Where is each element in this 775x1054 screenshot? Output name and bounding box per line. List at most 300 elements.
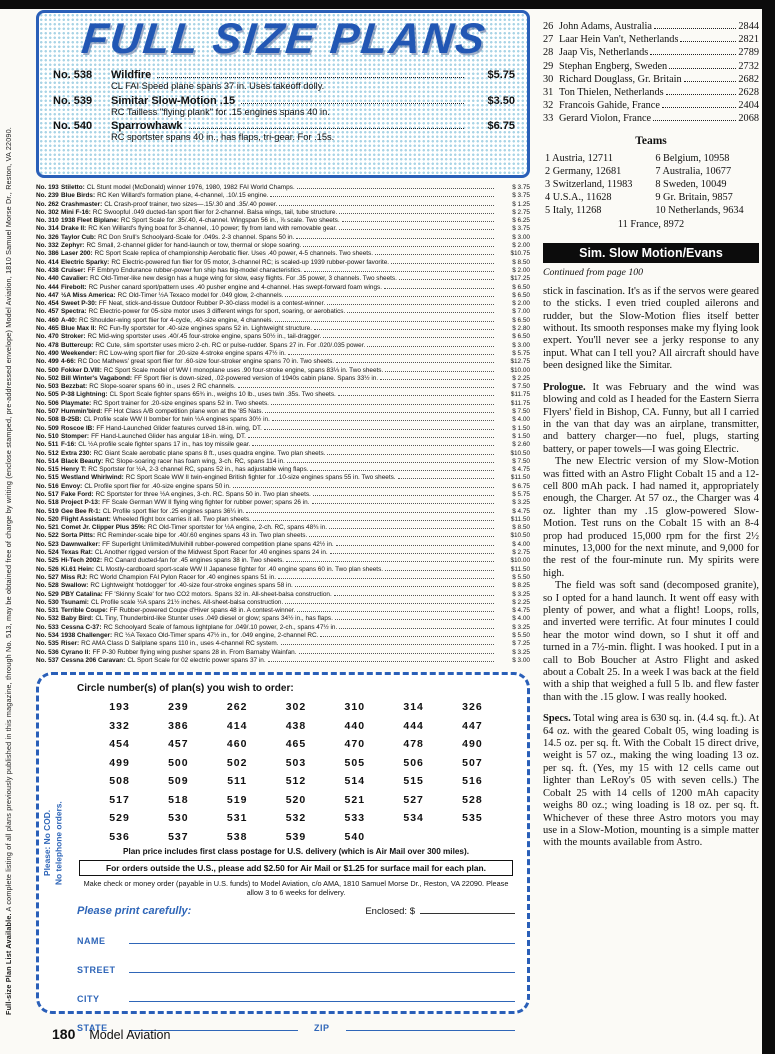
street-label: STREET <box>77 964 116 975</box>
plan-number: No. 505 <box>36 391 59 399</box>
article-column <box>543 20 759 850</box>
order-plan-number[interactable]: 438 <box>285 719 307 732</box>
result-name: Jaap Vis, Netherlands <box>559 47 649 59</box>
plan-description: FF Rubber-powered Coupe d'Hiver spans 48 in. A contest-winner. <box>109 607 296 615</box>
order-plan-number[interactable]: 535 <box>462 812 483 825</box>
order-plan-number[interactable]: 537 <box>168 830 189 843</box>
order-plan-number[interactable]: 447 <box>462 719 483 732</box>
plan-price: $11.75 <box>510 399 530 407</box>
plan-list-item <box>36 640 530 648</box>
order-plan-number[interactable]: 505 <box>344 756 366 769</box>
result-name: Ton Thielen, Netherlands <box>559 87 664 99</box>
plan-price: $ 5.75 <box>512 349 530 357</box>
plan-name: Spectra: <box>61 308 87 316</box>
zip-input-line[interactable] <box>346 1021 515 1031</box>
plan-description: RC Giant Scale aerobatic plane spans 8 ft., uses quadra engine. Two plan sheets. <box>93 449 326 457</box>
plan-price: $11.75 <box>510 391 530 399</box>
dotted-leader <box>238 387 494 388</box>
plan-list-item <box>36 201 530 209</box>
plan-name: ½A Miss America: <box>61 291 116 299</box>
plan-list-item <box>36 350 530 358</box>
plan-list-item <box>36 657 530 665</box>
plan-price: $ 4.75 <box>512 507 530 515</box>
order-plan-number[interactable]: 521 <box>344 793 366 806</box>
plan-number: No. 302 <box>36 208 59 216</box>
plan-description: RC Canard ducted-fan for .45 engines spans 38 in. Two sheets. <box>104 557 285 565</box>
plan-name: Fake Ford: <box>61 490 94 498</box>
dotted-leader <box>375 254 494 255</box>
plan-price: $10.50 <box>510 449 530 457</box>
order-plan-number[interactable]: 454 <box>109 738 130 751</box>
result-name: Laar Hein Van't, Netherlands <box>559 34 679 46</box>
result-score: 2068 <box>738 113 759 125</box>
dotted-leader <box>252 445 494 446</box>
order-plan-number[interactable]: 499 <box>109 756 130 769</box>
plan-name: Project P-13: <box>61 499 101 507</box>
plan-number: No. 447 <box>36 291 59 299</box>
plan-number: No. 310 <box>36 217 59 225</box>
plan-name: Firebolt: <box>61 283 87 291</box>
plan-list-item <box>36 308 530 316</box>
dotted-leader <box>287 462 494 463</box>
plan-name: Hi-Tech 2002: <box>61 557 103 565</box>
dotted-leader <box>299 653 495 654</box>
order-plan-number[interactable]: 457 <box>168 738 189 751</box>
order-plan-number[interactable]: 538 <box>226 830 248 843</box>
plan-number: No. 515 <box>36 466 59 474</box>
order-plan-number[interactable]: 478 <box>403 738 424 751</box>
plan-list-item <box>36 599 530 607</box>
plan-list-item <box>36 607 530 615</box>
dotted-leader <box>248 437 494 438</box>
plan-name: Hummin'bird: <box>61 408 103 416</box>
plan-number: No. 470 <box>36 333 59 341</box>
order-plan-number[interactable]: 520 <box>285 793 307 806</box>
plan-name: Blue Birds: <box>61 192 96 200</box>
order-plan-number[interactable]: 465 <box>285 738 307 751</box>
plan-price: $ 7.50 <box>512 457 530 465</box>
plan-name: Drake II: <box>61 225 87 233</box>
foreign-orders-note: For orders outside the U.S., please add $2.50 for Air Mail or $1.25 for surface mail for each plan. <box>79 860 513 876</box>
dotted-leader <box>327 454 494 455</box>
plan-number: No. 465 <box>36 325 59 333</box>
plan-price: $10.50 <box>510 532 530 540</box>
order-plan-number[interactable]: 332 <box>109 719 130 732</box>
result-name: Francois Gahide, France <box>559 100 660 112</box>
order-plan-number[interactable]: 515 <box>403 775 424 788</box>
order-plan-number[interactable]: 314 <box>403 701 424 714</box>
plan-price: $ 1.50 <box>512 432 530 440</box>
plan-price: $ 1.25 <box>512 200 530 208</box>
result-rank: 31 <box>543 87 554 99</box>
plan-description: RC Low-wing sport flier for .20-size 4-stroke engine spans 47½ in. <box>99 349 286 357</box>
dotted-leader <box>268 661 494 662</box>
plan-number: No. 526 <box>36 565 59 573</box>
order-plan-number[interactable]: 444 <box>403 719 424 732</box>
plan-number: No. 532 <box>36 615 59 623</box>
street-input-line[interactable] <box>129 963 515 973</box>
paragraph-lead: Specs. <box>543 713 571 725</box>
result-row <box>543 99 759 112</box>
plan-price: $12.75 <box>510 358 530 366</box>
plan-list-item <box>36 275 530 283</box>
dotted-leader <box>347 312 494 313</box>
order-plan-number[interactable]: 500 <box>168 756 189 769</box>
plan-price: $ 7.25 <box>512 640 530 648</box>
plan-list-item <box>36 425 530 433</box>
plan-description: FF Hand-Launched Glider features curved 18-in. wing, DT. <box>96 424 262 432</box>
plan-description: CL Tiny, Thunderbird-like Stunter uses .049 diesel or glow; spans 34½ in., has flaps. <box>95 615 333 623</box>
city-input-line[interactable] <box>129 992 515 1002</box>
plan-list-item <box>36 342 530 350</box>
plan-name: Miss RJ: <box>61 573 88 581</box>
order-plan-number[interactable]: 506 <box>403 756 424 769</box>
result-name: Stephan Engberg, Sweden <box>559 60 668 72</box>
order-plan-number[interactable]: 531 <box>226 812 248 825</box>
plan-name: Flight Assistant: <box>61 515 111 523</box>
plan-list-item <box>36 508 530 516</box>
plan-list-item <box>36 234 530 242</box>
plan-description: RC Old-Timer ½A Texaco model for .049 glow, 2-channels. <box>117 291 284 299</box>
teams-title: Teams <box>635 134 667 147</box>
plan-price: $ 5.50 <box>512 632 530 640</box>
teams-table <box>543 152 759 218</box>
plan-list-item <box>36 557 530 565</box>
plan-price: $ 6.50 <box>512 333 530 341</box>
dotted-leader <box>380 379 494 380</box>
order-plan-number[interactable]: 490 <box>462 738 483 751</box>
order-plan-number[interactable]: 511 <box>227 775 248 788</box>
dotted-leader <box>303 246 494 247</box>
result-score: 2844 <box>738 21 759 32</box>
name-field-row <box>77 934 515 946</box>
enclosed-amount-line[interactable] <box>420 904 515 914</box>
plan-price: $3.50 <box>487 94 515 107</box>
city-field-row <box>77 992 515 1004</box>
dotted-leader <box>323 337 494 338</box>
order-plan-number[interactable]: 386 <box>168 719 189 732</box>
order-plan-number[interactable]: 512 <box>285 775 307 788</box>
plan-number: No. 514 <box>36 457 59 465</box>
order-plan-number[interactable]: 460 <box>226 738 248 751</box>
order-plan-number[interactable]: 440 <box>344 719 366 732</box>
dotted-leader <box>314 329 494 330</box>
plan-name: Stiletto: <box>61 184 85 191</box>
order-plan-number[interactable]: 310 <box>344 701 366 714</box>
plan-list-item <box>36 649 530 657</box>
plan-description: RC World Champion FAI Pylon Racer for .40 engines spans 51 in. <box>89 573 277 581</box>
plan-number: No. 457 <box>36 308 59 316</box>
plan-price: $ 2.60 <box>512 441 530 449</box>
result-rank: 33 <box>543 113 554 125</box>
plan-price: $6.75 <box>487 120 515 133</box>
page-footer <box>52 1026 170 1042</box>
dotted-leader <box>233 487 494 488</box>
plan-list-item <box>36 524 530 532</box>
order-plan-number[interactable]: 517 <box>109 793 130 806</box>
dotted-leader <box>297 188 494 189</box>
page-number: 180 <box>52 1026 76 1042</box>
plan-description: CL Profile scale WW II bomber for twin ½A engines spans 30½ in. <box>83 416 270 424</box>
dotted-leader <box>684 81 737 82</box>
team-item: 3 Switzerland, 11983 <box>545 179 633 191</box>
plan-description: CL Sport Scale fighter spans 65¾ in., weighs 10 lb., uses twin .35s. Two sheets. <box>109 391 336 399</box>
plan-price: $ 6.75 <box>512 482 530 490</box>
plan-number: No. 490 <box>36 349 59 357</box>
plan-description: RC Sport Scale WW II twin-engined British fighter for .10-size engines spans 55 in. Two sheets. <box>125 474 396 482</box>
plan-price: $ 5.75 <box>512 490 530 498</box>
plan-name: Sparrowhawk <box>111 120 183 133</box>
plan-name: Cessna 206 Caravan: <box>61 656 126 664</box>
state-label: STATE <box>77 1022 108 1033</box>
plan-description: RC Reminder-scale bipe for .40/.60 engines spans 43 in. Two plan sheets. <box>97 532 308 540</box>
plan-name: B-25B: <box>61 416 82 424</box>
plan-name: Sweet P-30: <box>61 300 97 308</box>
dotted-leader <box>310 470 494 471</box>
order-plan-number[interactable]: 527 <box>403 793 424 806</box>
plan-price: $ 6.50 <box>512 291 530 299</box>
result-name: John Adams, Australia <box>559 21 652 32</box>
featured-plan-row <box>53 120 515 143</box>
plan-number: No. 517 <box>36 490 59 498</box>
plan-list-item <box>36 491 530 499</box>
plan-price: $ 4.00 <box>512 416 530 424</box>
result-rank: 26 <box>543 21 554 32</box>
order-plan-number[interactable]: 530 <box>168 812 189 825</box>
plan-description: Wheeled flight box carries it all. Two plan sheets. <box>112 515 251 523</box>
plan-description: FF Superlight Unlimited/Mulvihill rubber-powered competition plane spans 42½ in. <box>102 540 334 548</box>
plan-name: Laser 200: <box>61 250 93 258</box>
plan-number: No. 527 <box>36 573 59 581</box>
dotted-leader <box>384 288 494 289</box>
result-score: 2628 <box>738 87 759 99</box>
plan-price: $ 8.50 <box>512 258 530 266</box>
plan-name: Electric Sparky: <box>61 258 110 266</box>
dotted-leader <box>680 41 736 42</box>
result-rank: 28 <box>543 47 554 59</box>
plan-price: $ 2.80 <box>512 325 530 333</box>
dotted-leader <box>385 371 494 372</box>
zip-label: ZIP <box>314 1022 330 1033</box>
order-plan-number[interactable]: 532 <box>285 812 307 825</box>
plans-column <box>36 10 530 1033</box>
payment-note: Make check or money order (payable in U.S. funds) to Model Aviation, c/o AMA, 1810 Samuel Morse Dr., Reston, VA 22090. Please allow 3 to 6 weeks for delivery. <box>83 878 509 897</box>
plan-price: $ 3.00 <box>512 656 530 664</box>
plan-description: RC Slope-soaring racer has foam wing, 3-ch. RC, spans 114 in. <box>105 457 285 465</box>
plan-price: $ 2.75 <box>512 549 530 557</box>
plan-name: Taylor Cub: <box>61 233 97 241</box>
plan-price: $10.75 <box>510 250 530 258</box>
teams-last-entry: 11 France, 8972 <box>617 218 685 230</box>
plan-name: Extra 230: <box>61 449 92 457</box>
dotted-leader <box>312 503 495 504</box>
plan-number: No. 535 <box>36 640 59 648</box>
dotted-leader <box>246 512 494 513</box>
dotted-leader <box>264 429 494 430</box>
spine-note-rest: A complete listing of all plans previously published in this magazine, through No. 513, may be obtained free of charge by writing (enclose stamped, pre-addressed envelope) Model Aviation, 1810 Samuel Morse Dr., Reston, VA 22090. <box>4 126 13 914</box>
order-plan-number[interactable]: 414 <box>226 719 248 732</box>
order-plan-number[interactable]: 534 <box>403 812 424 825</box>
order-plan-number[interactable]: 507 <box>462 756 483 769</box>
plan-description: RC Sport trainer for .20-size engines spans 52 in. Two sheets. <box>93 399 269 407</box>
dotted-leader <box>327 304 494 305</box>
plan-number: No. 530 <box>36 598 59 606</box>
name-input-line[interactable] <box>129 934 515 944</box>
scan-edge-right <box>762 0 775 1054</box>
order-plan-number[interactable]: 518 <box>168 793 189 806</box>
plan-price: $11.50 <box>510 565 530 573</box>
order-plan-number[interactable]: 539 <box>285 830 307 843</box>
order-plan-number[interactable]: 302 <box>285 701 307 714</box>
article-paragraph: The field was soft sand (decomposed granite), so I opted for a hand launch. It went off easy with plenty of power, and what a flight! Loops, rolls, and inverted were terrific. At four minutes I could hear the motor wind down, so I shut it off and turned in a 7½-min. flight. I was hooked. I put in a call to Bob Boucher at Astro Flight and asked about a Cobalt 25. In a week I was back at the field with a ship that weighed a full 5 lb. and flew faster than with the .15 glow. I was really hooked. <box>543 580 759 703</box>
plan-description: RC Sport Scale replica of championship Aerobatic flier. Uses .40 power, 4-5 channels. Two sheets. <box>94 250 373 258</box>
contest-results-list <box>543 20 759 126</box>
plan-number: No. 508 <box>36 416 59 424</box>
dotted-leader <box>189 128 464 129</box>
dotted-leader <box>335 619 494 620</box>
order-plan-number[interactable]: 529 <box>109 812 130 825</box>
dotted-leader <box>270 196 494 197</box>
plan-description: FF 'Skinny Scale' for two CO2 motors. Spans 32 in. All-sheet-balsa construction. <box>104 590 332 598</box>
order-plan-number[interactable]: 503 <box>285 756 307 769</box>
plan-list-item <box>36 624 530 632</box>
plan-number: No. 538 <box>53 69 93 81</box>
plan-list-item <box>36 408 530 416</box>
plan-list-item <box>36 632 530 640</box>
plan-description: RC Tailless "flying plank" for .15 engines spans 40 in. <box>111 106 330 117</box>
plan-price: $5.75 <box>487 69 515 81</box>
dotted-leader <box>654 28 736 29</box>
result-row <box>543 60 759 73</box>
plan-description: CL ½A profile scale fighter spans 17 in., has toy missile gear. <box>78 441 251 449</box>
team-item: 7 Australia, 10677 <box>655 165 732 177</box>
order-plan-number[interactable]: 502 <box>226 756 248 769</box>
featured-plan-line <box>53 69 515 81</box>
plan-name: Ki.61 Hein: <box>61 565 95 573</box>
team-item: 4 U.S.A., 11628 <box>545 192 612 204</box>
dotted-leader <box>297 611 494 612</box>
order-plan-number[interactable]: 509 <box>168 775 189 788</box>
plans-title: FULL SIZE PLANS <box>79 15 489 63</box>
order-plan-number[interactable]: 326 <box>462 701 483 714</box>
team-item: 1 Austria, 12711 <box>545 152 613 164</box>
plan-list-item <box>36 325 530 333</box>
plan-description: RC Old-Timer-like new design has a huge wing for slow, easy flights. For .35 power, 3 channels. Two sheets. <box>90 275 397 283</box>
plan-price: $ 4.75 <box>512 607 530 615</box>
order-plan-number[interactable]: 536 <box>109 830 130 843</box>
plan-list-item <box>36 458 530 466</box>
dotted-leader <box>399 279 494 280</box>
dotted-leader <box>241 103 464 104</box>
order-plan-number[interactable]: 533 <box>344 812 366 825</box>
dotted-leader <box>339 229 494 230</box>
featured-plan-row <box>53 95 515 118</box>
article-section-header: Sim. Slow Motion/Evans <box>543 243 759 263</box>
plan-list-item <box>36 317 530 325</box>
plan-list-item <box>36 483 530 491</box>
plan-description: RC sportster spans 40 in., has flaps, tri-gear. For .15s. <box>111 132 335 143</box>
plan-name: Cessna C-37: <box>61 623 102 631</box>
team-item: 6 Belgium, 10958 <box>655 152 730 164</box>
order-plan-number[interactable]: 262 <box>226 701 248 714</box>
plan-name: Zephyr: <box>61 242 85 250</box>
order-plan-number[interactable]: 239 <box>168 701 189 714</box>
plan-price: $ 6.50 <box>512 316 530 324</box>
plan-name: Stomper: <box>61 432 90 440</box>
dotted-leader <box>288 354 494 355</box>
plan-number: No. 502 <box>36 374 59 382</box>
plan-name: Gee Bee R-1: <box>61 507 101 515</box>
plan-number: No. 454 <box>36 300 59 308</box>
order-plan-number[interactable]: 516 <box>462 775 483 788</box>
spine-note <box>5 30 14 1015</box>
plan-list-item <box>36 358 530 366</box>
plan-number: No. 444 <box>36 283 59 291</box>
order-plan-number[interactable]: 528 <box>462 793 483 806</box>
plan-name: Simitar Slow-Motion .15 <box>111 94 236 107</box>
order-plan-number[interactable]: 540 <box>344 830 366 843</box>
plan-name: Terrible Coupe: <box>61 607 108 615</box>
plan-number: No. 460 <box>36 316 59 324</box>
plan-price: $ 7.50 <box>512 383 530 391</box>
plan-description: RC Slope-soarer spans 60 in., uses 2 RC channels. <box>89 383 236 391</box>
plan-price: $ 3.25 <box>512 623 530 631</box>
dotted-leader <box>253 520 494 521</box>
plan-price: $ 6.50 <box>512 283 530 291</box>
plan-name: Westland Whirlwind: <box>61 474 124 482</box>
order-plan-number[interactable]: 519 <box>226 793 248 806</box>
plan-description: RC Electric-powered fun flier for 05 motor, 3-channel RC; is scaled-up 1939 rubber-power favorite. <box>111 258 390 266</box>
plan-name: 4-66: <box>61 358 76 366</box>
dotted-leader <box>286 561 494 562</box>
plan-price: $ 3.25 <box>512 499 530 507</box>
magazine-name: Model Aviation <box>89 1028 171 1042</box>
plan-number: No. 440 <box>36 275 59 283</box>
order-plan-number[interactable]: 508 <box>109 775 130 788</box>
plan-name: 1938 Fleet Biplane: <box>61 217 119 225</box>
plan-name: Henry T: <box>61 466 87 474</box>
continued-from-note: Continued from page 100 <box>543 266 644 278</box>
no-cod-note-line1: Please: No COD. <box>42 810 52 877</box>
plan-list-item <box>36 391 530 399</box>
order-plan-number[interactable]: 193 <box>109 701 130 714</box>
plan-description: CL FAI Speed plane spans 37 in. Uses takeoff dolly. <box>111 81 325 91</box>
plan-description: RC Electric-power for 05-size motor uses 3 different wings for sport, soaring, or aerobatics. <box>88 308 346 316</box>
order-plan-number[interactable]: 470 <box>344 738 366 751</box>
dotted-leader <box>313 495 494 496</box>
plan-number: No. 500 <box>36 366 59 374</box>
plan-description: RC Mid-wing sportster uses .40/.45 four-stroke engine, spans 50½ in., tail-dragger. <box>87 333 322 341</box>
order-plan-number[interactable]: 514 <box>344 775 366 788</box>
plan-price: $ 6.25 <box>512 217 530 225</box>
plan-description: RC Swoopful .049 ducted-fan sport flier for 2-channel. Balsa wings, tail, tube structure. <box>92 208 338 216</box>
plan-description: FF P-30 Rubber flying wing pusher spans 28 in. From Barnaby Wainfan. <box>92 648 297 656</box>
dotted-leader <box>278 578 494 579</box>
result-score: 2682 <box>738 73 759 85</box>
article-body <box>543 286 759 850</box>
plan-number: No. 262 <box>36 200 59 208</box>
plan-number: No. 519 <box>36 507 59 515</box>
plan-description: FF Hot Class A/B competition plane won at the '85 Nats. <box>104 408 264 416</box>
plan-description: RC Sport Scale model of WW I monoplane uses .90 four-stroke engine, spans 83⅓ in. Two sheets. <box>103 366 384 374</box>
dotted-leader <box>653 120 736 121</box>
plan-description: FF Scale German WW II flying wing fighter for rubber power; spans 26 in. <box>102 499 310 507</box>
plan-price: $ 8.50 <box>512 524 530 532</box>
dotted-leader <box>271 404 494 405</box>
result-rank: 29 <box>543 60 554 72</box>
plan-list-item <box>36 466 530 474</box>
plan-description: CL Profile sport flier for .40-size engine spans 50 in. <box>84 482 231 490</box>
